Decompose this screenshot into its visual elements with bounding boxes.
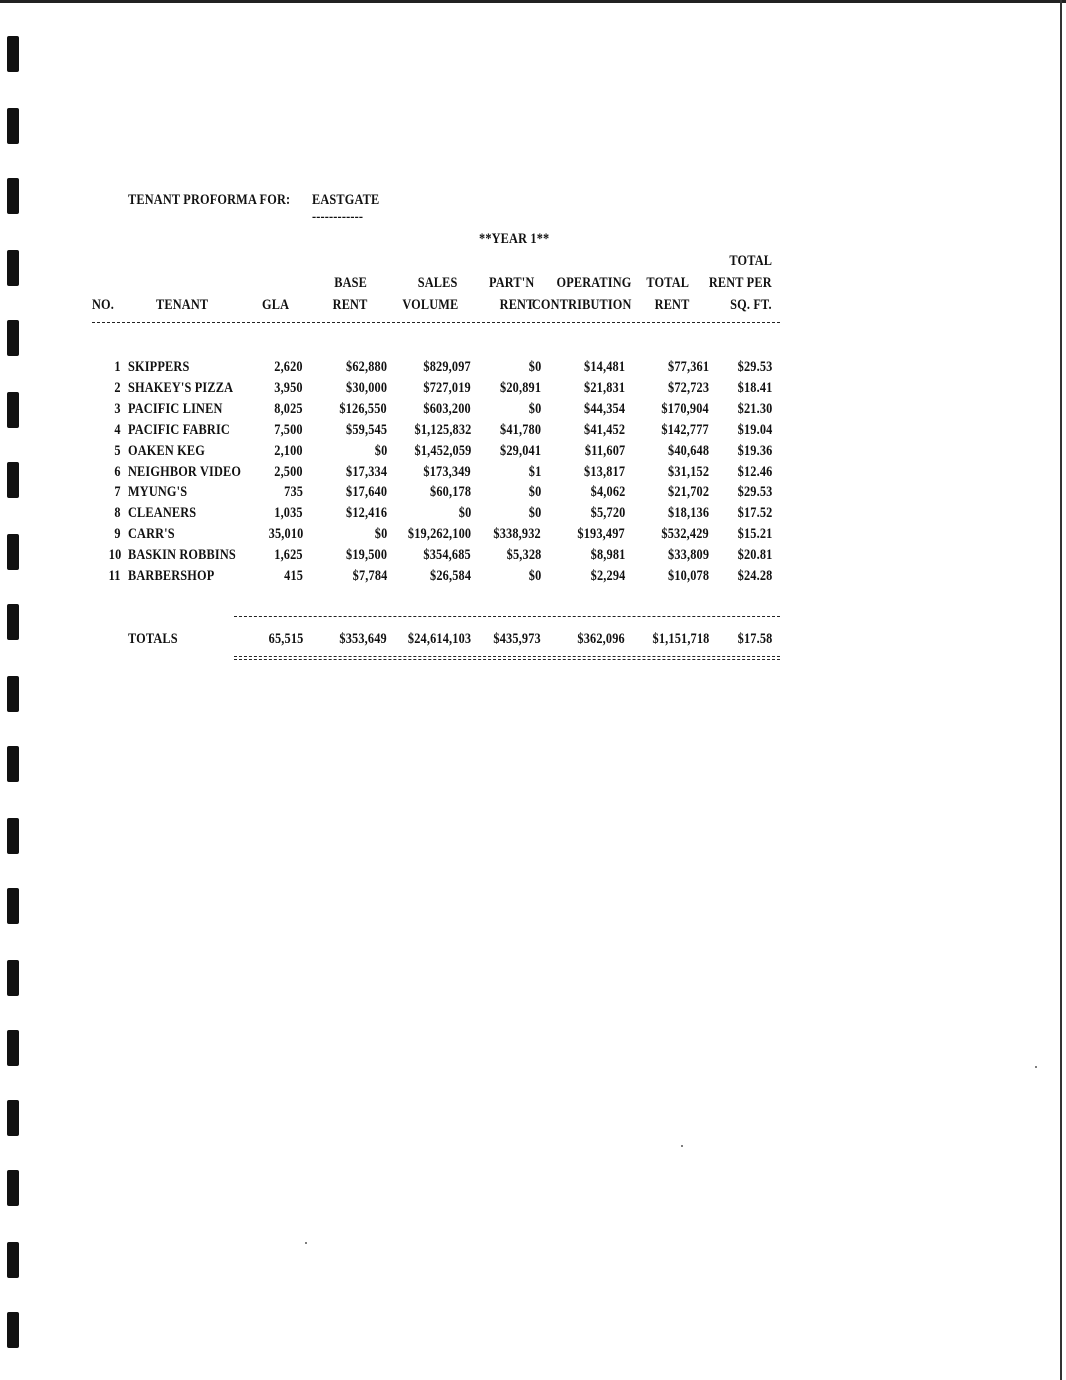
- gla-value: 1,625: [274, 547, 303, 563]
- operating-contribution-value: $11,607: [584, 443, 625, 459]
- total-gla: 65,515: [268, 631, 303, 647]
- row-number: 11: [109, 568, 121, 584]
- operating-contribution-value: $14,481: [583, 359, 625, 375]
- binder-hole: [7, 1170, 19, 1206]
- binder-hole: [7, 178, 19, 214]
- binder-hole: [7, 250, 19, 286]
- gla-value: 2,100: [274, 443, 303, 459]
- partn-rent-value: $0: [528, 359, 541, 375]
- tenant-name: PACIFIC FABRIC: [128, 422, 230, 438]
- col-header-rent-per-sqft: SQ. FT.: [730, 297, 772, 313]
- rent-per-sqft-value: $12.46: [737, 464, 772, 480]
- base-rent-value: $12,416: [345, 505, 387, 521]
- binder-hole: [7, 960, 19, 996]
- gla-value: 35,010: [268, 526, 303, 542]
- row-number: 9: [114, 526, 121, 542]
- col-header-total-rent: RENT: [654, 297, 689, 313]
- base-rent-value: $0: [374, 526, 387, 542]
- gla-value: 2,620: [274, 359, 303, 375]
- partn-rent-value: $0: [528, 568, 541, 584]
- total-base-rent: $353,649: [339, 631, 387, 647]
- partn-rent-value: $0: [528, 484, 541, 500]
- total-rent-value: $33,809: [667, 547, 709, 563]
- property-name: EASTGATE: [312, 192, 380, 208]
- total-sales-volume: $24,614,103: [407, 631, 471, 647]
- sales-volume-value: $0: [458, 505, 471, 521]
- tenant-name: CARR'S: [128, 526, 175, 542]
- total-rent-value: $77,361: [667, 359, 709, 375]
- sales-volume-value: $60,178: [429, 484, 471, 500]
- col-header-rent-per-sqft: RENT PER: [709, 275, 772, 291]
- rent-per-sqft-value: $24.28: [737, 568, 772, 584]
- tenant-name: BASKIN ROBBINS: [128, 547, 236, 563]
- property-underline: ------------: [312, 209, 364, 225]
- row-number: 7: [114, 484, 121, 500]
- binder-hole: [7, 462, 19, 498]
- col-header-sales-volume: VOLUME: [401, 297, 458, 313]
- operating-contribution-value: $193,497: [577, 526, 625, 542]
- sales-volume-value: $829,097: [423, 359, 471, 375]
- totals-top-rule: [234, 616, 780, 617]
- binder-hole: [7, 1242, 19, 1278]
- total-partn-rent: $435,973: [493, 631, 541, 647]
- col-header-base-rent: RENT: [332, 297, 367, 313]
- col-header-operating-contribution: CONTRIBUTION: [532, 297, 632, 313]
- binder-hole: [7, 108, 19, 144]
- gla-value: 415: [284, 568, 303, 584]
- base-rent-value: $19,500: [345, 547, 387, 563]
- binder-hole: [7, 676, 19, 712]
- operating-contribution-value: $41,452: [583, 422, 625, 438]
- binder-hole: [7, 604, 19, 640]
- col-header-rent-per-sqft: TOTAL: [729, 253, 772, 269]
- tenant-name: CLEANERS: [128, 505, 197, 521]
- tenant-name: SKIPPERS: [128, 359, 190, 375]
- scan-speck: [305, 1242, 307, 1244]
- partn-rent-value: $0: [528, 505, 541, 521]
- rent-per-sqft-value: $17.52: [737, 505, 772, 521]
- total-rent-value: $40,648: [667, 443, 709, 459]
- gla-value: 1,035: [274, 505, 303, 521]
- totals-label: TOTALS: [128, 631, 178, 647]
- total-rent-value: $10,078: [667, 568, 709, 584]
- page-right-edge: [1060, 0, 1062, 1380]
- binder-hole: [7, 746, 19, 782]
- partn-rent-value: $0: [528, 401, 541, 417]
- gla-value: 7,500: [274, 422, 303, 438]
- tenant-name: BARBERSHOP: [128, 568, 215, 584]
- operating-contribution-value: $2,294: [590, 568, 625, 584]
- operating-contribution-value: $13,817: [583, 464, 625, 480]
- operating-contribution-value: $5,720: [590, 505, 625, 521]
- col-header-no: NO.: [92, 297, 115, 313]
- col-header-tenant: TENANT: [156, 297, 209, 313]
- row-number: 2: [114, 380, 121, 396]
- base-rent-value: $0: [374, 443, 387, 459]
- col-header-sales-volume: SALES: [418, 275, 458, 291]
- total-rent-value: $72,723: [667, 380, 709, 396]
- base-rent-value: $17,640: [345, 484, 387, 500]
- col-header-partn-rent: PART'N: [488, 275, 534, 291]
- row-number: 1: [114, 359, 121, 375]
- rent-per-sqft-value: $19.36: [737, 443, 772, 459]
- total-rent-value: $21,702: [667, 484, 709, 500]
- partn-rent-value: $20,891: [499, 380, 541, 396]
- binder-hole: [7, 888, 19, 924]
- operating-contribution-value: $8,981: [590, 547, 625, 563]
- rent-per-sqft-value: $29.53: [737, 359, 772, 375]
- row-number: 4: [114, 422, 121, 438]
- total-operating-contribution: $362,096: [577, 631, 625, 647]
- gla-value: 2,500: [274, 464, 303, 480]
- tenant-name: MYUNG'S: [128, 484, 188, 500]
- gla-value: 8,025: [274, 401, 303, 417]
- base-rent-value: $7,784: [352, 568, 387, 584]
- partn-rent-value: $5,328: [506, 547, 541, 563]
- rent-per-sqft-value: $18.41: [737, 380, 772, 396]
- sales-volume-value: $173,349: [423, 464, 471, 480]
- col-header-gla: GLA: [262, 297, 290, 313]
- total-rent-value: $170,904: [661, 401, 709, 417]
- scan-speck: [1035, 1066, 1037, 1068]
- rent-per-sqft-value: $15.21: [737, 526, 772, 542]
- total-rent-per-sqft: $17.58: [737, 631, 772, 647]
- row-number: 10: [108, 547, 121, 563]
- sales-volume-value: $727,019: [423, 380, 471, 396]
- col-header-partn-rent: RENT: [499, 297, 534, 313]
- totals-double-rule: [234, 656, 780, 657]
- base-rent-value: $126,550: [339, 401, 387, 417]
- base-rent-value: $30,000: [345, 380, 387, 396]
- tenant-name: OAKEN KEG: [128, 443, 206, 459]
- total-rent-value: $18,136: [667, 505, 709, 521]
- sales-volume-value: $26,584: [429, 568, 471, 584]
- binder-hole: [7, 36, 19, 72]
- row-number: 3: [114, 401, 121, 417]
- row-number: 6: [114, 464, 121, 480]
- total-rent-value: $532,429: [661, 526, 709, 542]
- proforma-label: TENANT PROFORMA FOR:: [128, 192, 291, 208]
- total-rent-value: $142,777: [661, 422, 709, 438]
- header-rule: [92, 322, 780, 323]
- rent-per-sqft-value: $29.53: [737, 484, 772, 500]
- base-rent-value: $17,334: [345, 464, 387, 480]
- col-header-operating-contribution: OPERATING: [556, 275, 632, 291]
- period-label: **YEAR 1**: [479, 231, 550, 247]
- rent-per-sqft-value: $20.81: [737, 547, 772, 563]
- gla-value: 735: [284, 484, 303, 500]
- col-header-total-rent: TOTAL: [646, 275, 689, 291]
- binder-hole: [7, 534, 19, 570]
- gla-value: 3,950: [274, 380, 303, 396]
- partn-rent-value: $338,932: [493, 526, 541, 542]
- partn-rent-value: $29,041: [499, 443, 541, 459]
- tenant-name: PACIFIC LINEN: [128, 401, 223, 417]
- scan-speck: [681, 1145, 683, 1147]
- binder-hole: [7, 818, 19, 854]
- operating-contribution-value: $4,062: [590, 484, 625, 500]
- row-number: 8: [114, 505, 121, 521]
- partn-rent-value: $1: [528, 464, 541, 480]
- base-rent-value: $62,880: [345, 359, 387, 375]
- rent-per-sqft-value: $21.30: [737, 401, 772, 417]
- sales-volume-value: $1,452,059: [414, 443, 471, 459]
- partn-rent-value: $41,780: [499, 422, 541, 438]
- operating-contribution-value: $44,354: [583, 401, 625, 417]
- sales-volume-value: $19,262,100: [407, 526, 471, 542]
- base-rent-value: $59,545: [345, 422, 387, 438]
- binder-hole: [7, 1312, 19, 1348]
- sales-volume-value: $354,685: [423, 547, 471, 563]
- sales-volume-value: $1,125,832: [414, 422, 471, 438]
- binder-hole: [7, 392, 19, 428]
- rent-per-sqft-value: $19.04: [737, 422, 772, 438]
- row-number: 5: [114, 443, 121, 459]
- tenant-name: NEIGHBOR VIDEO: [128, 464, 242, 480]
- page-top-edge: [0, 0, 1066, 3]
- sales-volume-value: $603,200: [423, 401, 471, 417]
- binder-hole: [7, 1100, 19, 1136]
- operating-contribution-value: $21,831: [583, 380, 625, 396]
- tenant-name: SHAKEY'S PIZZA: [128, 380, 234, 396]
- col-header-base-rent: BASE: [334, 275, 367, 291]
- total-total-rent: $1,151,718: [652, 631, 709, 647]
- binder-hole: [7, 320, 19, 356]
- total-rent-value: $31,152: [667, 464, 709, 480]
- binder-hole: [7, 1030, 19, 1066]
